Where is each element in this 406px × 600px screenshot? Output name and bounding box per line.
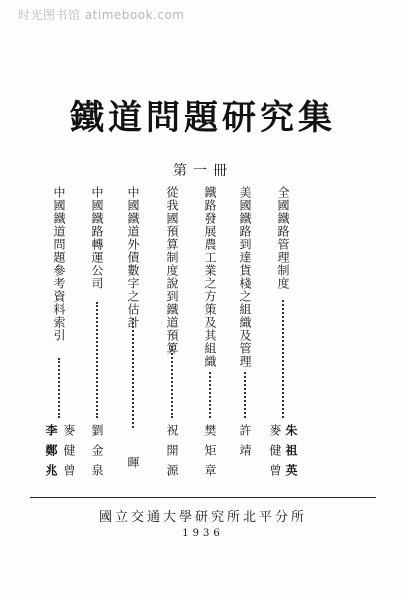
entry-title: 中國鐵道外債數字之估計 xyxy=(126,186,140,329)
entry-author: 李鄭兆 xyxy=(44,424,58,484)
entry-title: 鐵路發展農工業之方策及其組織 xyxy=(203,186,217,368)
entry-author: 麥健曾 xyxy=(62,424,76,484)
publisher-name: 國立交通大學研究所北平分所 xyxy=(98,510,307,525)
leader-dots xyxy=(58,358,62,418)
entry-author: 暉 xyxy=(126,456,140,476)
leader-dots xyxy=(209,372,213,418)
volume-label: 第一冊 xyxy=(173,163,233,179)
divider-line xyxy=(30,497,376,498)
entry-title: 全國鐵路管理制度 xyxy=(276,186,290,290)
watermark-text: 时光图书馆 atimebook.com xyxy=(18,8,185,22)
leader-dots xyxy=(132,318,136,428)
entry-author: 樊矩章 xyxy=(203,424,217,484)
entry-author: 劉金泉 xyxy=(90,424,104,484)
book-title: 鐵道問題研究集 xyxy=(70,98,336,138)
leader-dots xyxy=(282,300,286,418)
leader-dots xyxy=(244,372,248,418)
entry-title: 從我國預算制度說到鐵道預算 xyxy=(165,186,179,355)
entry-title: 中國鐵道問題參考資料索引 xyxy=(52,186,66,342)
entry-author: 許靖 xyxy=(238,424,252,464)
entry-title: 中國鐵路轉運公司 xyxy=(90,186,104,290)
entry-author: 朱祖英 xyxy=(284,424,298,484)
publication-year: 1936 xyxy=(182,528,224,539)
entry-title: 美國鐵路到達貨棧之組織及管理 xyxy=(238,186,252,368)
leader-dots xyxy=(96,302,100,418)
entry-author: 祝開源 xyxy=(165,424,179,484)
entry-author: 麥健曾 xyxy=(268,424,282,484)
leader-dots xyxy=(171,346,175,418)
